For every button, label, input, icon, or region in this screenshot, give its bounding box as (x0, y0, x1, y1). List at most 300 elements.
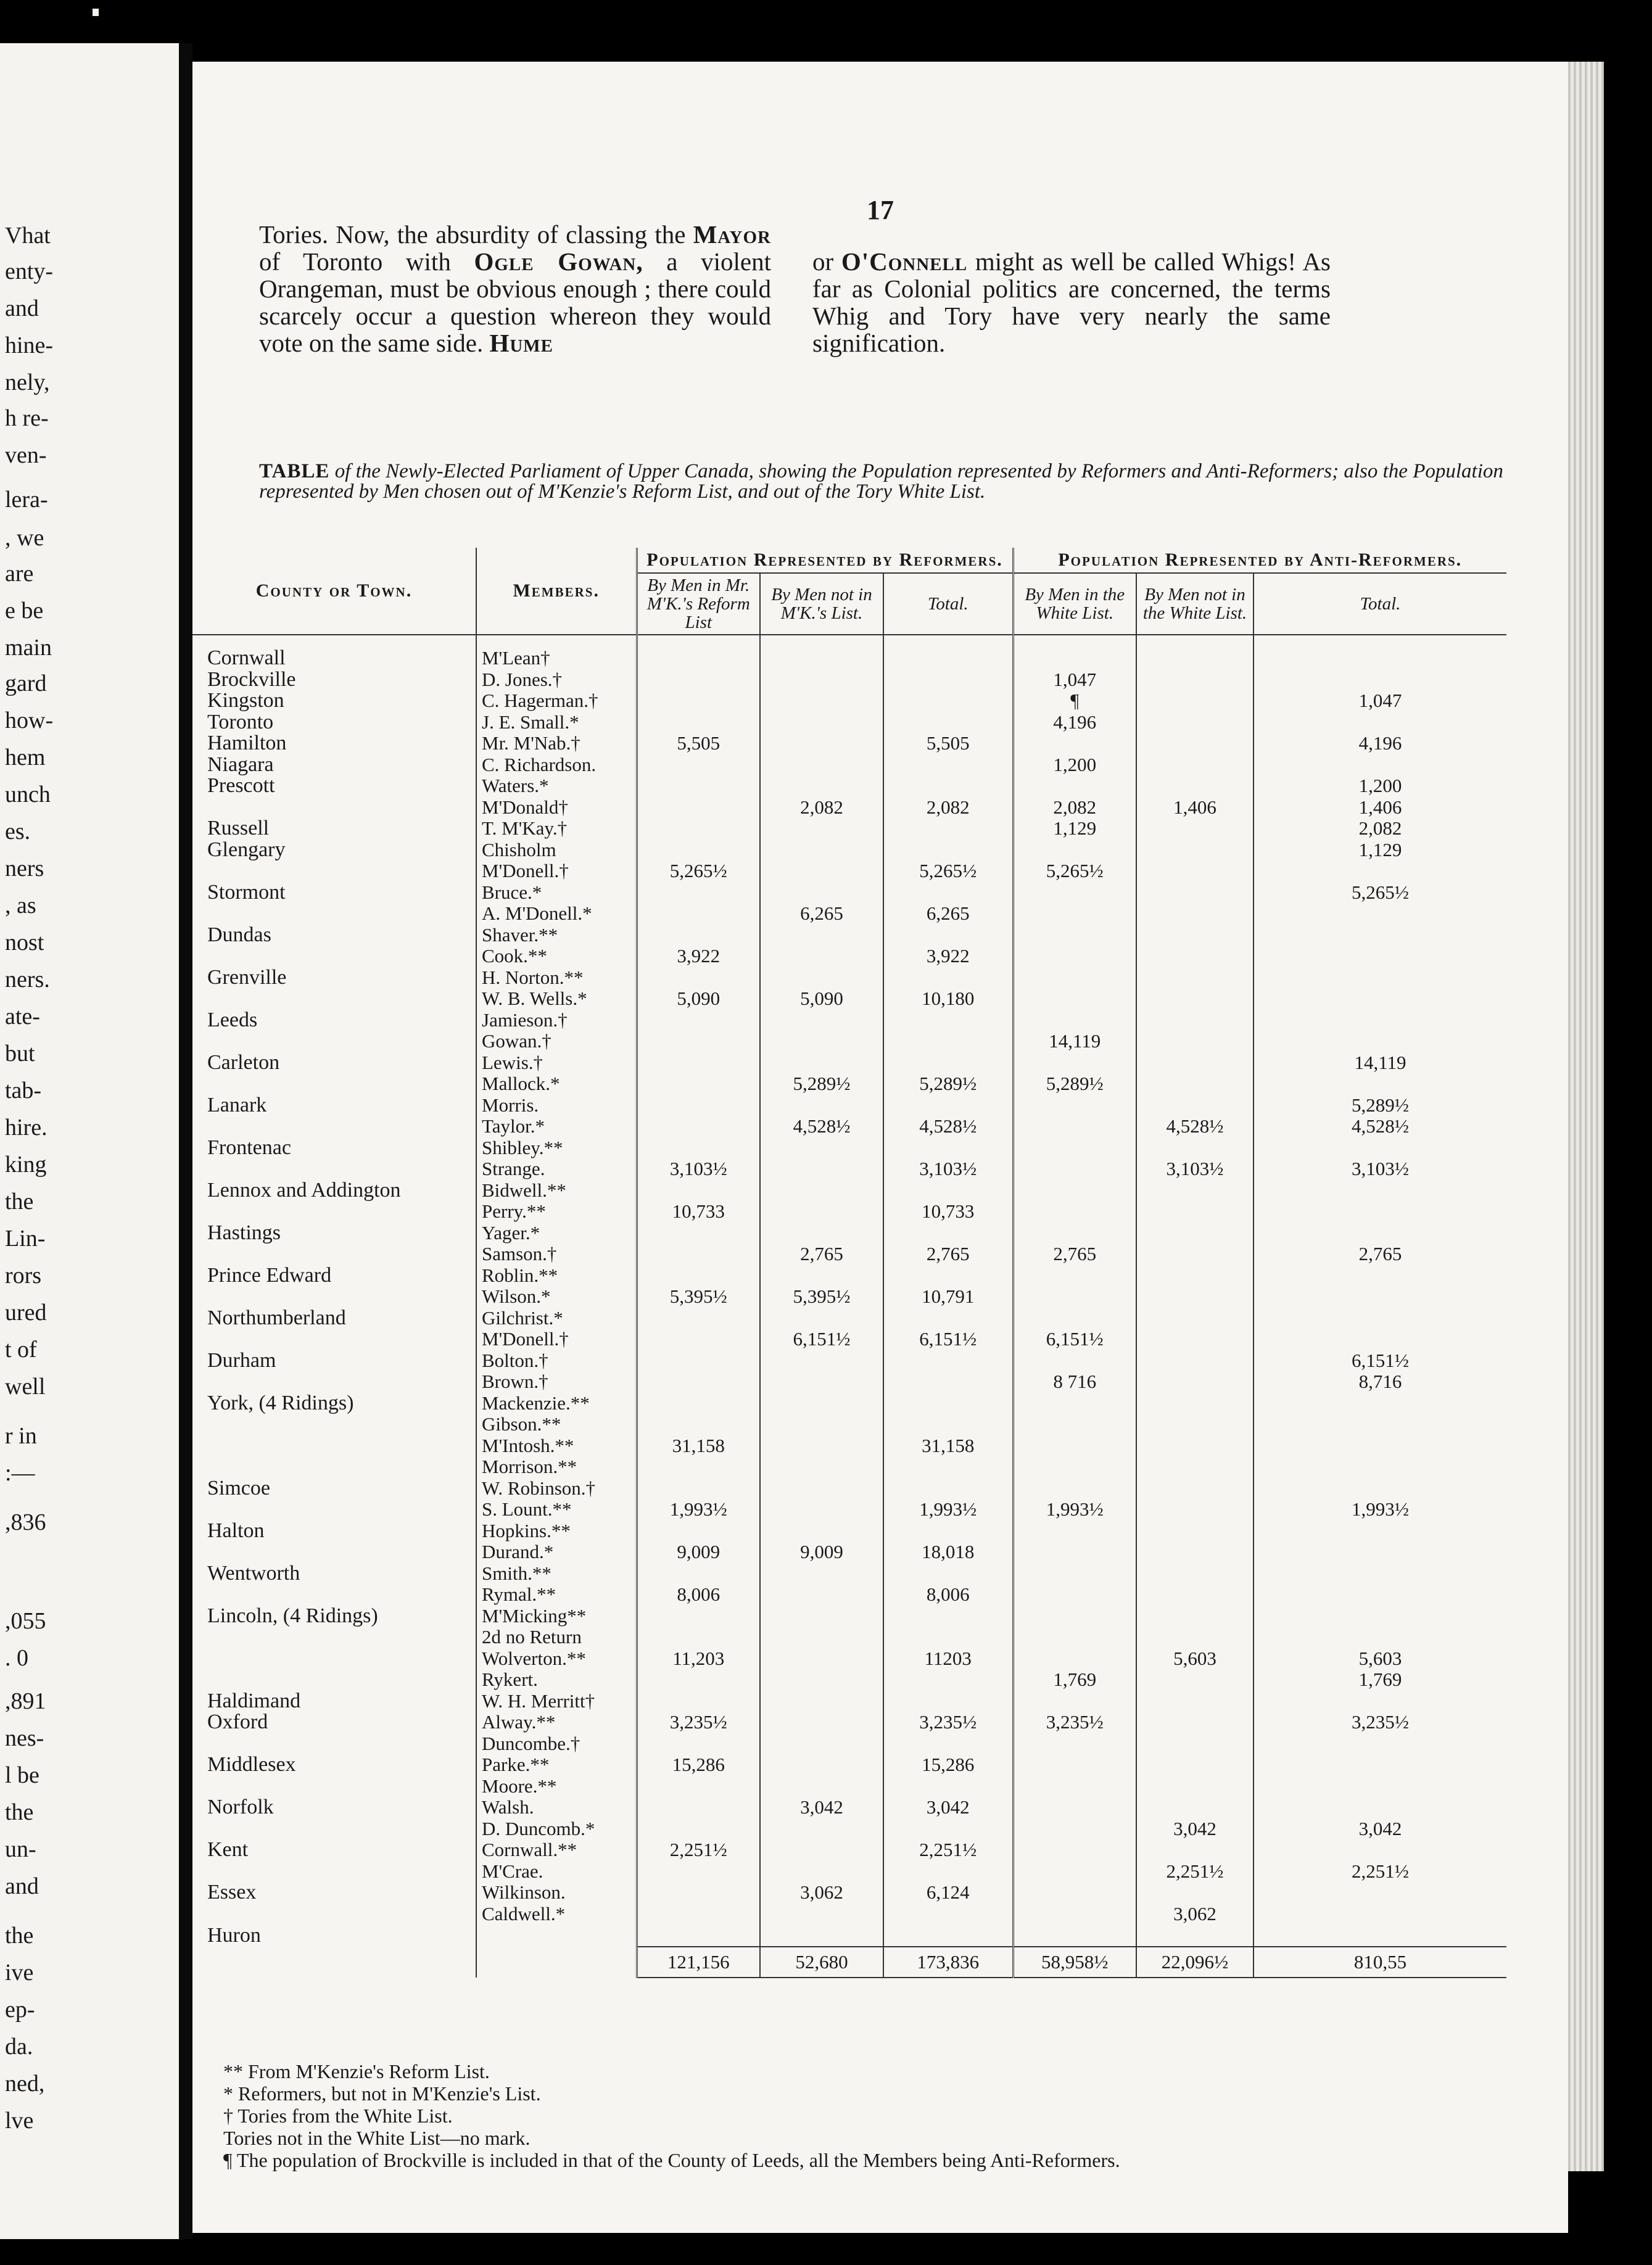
gowan-smallcaps: Ogle Gowan, (474, 247, 643, 276)
member-cell: M'Crae. (476, 1861, 637, 1883)
county-cell: Dundas (207, 923, 271, 946)
white-list-cell (1013, 1904, 1136, 1925)
reform-list-cell (637, 840, 760, 861)
table-row (192, 1882, 1506, 1904)
county-cell: Kent (207, 1838, 249, 1862)
reform-list-cell (637, 1244, 760, 1265)
facing-page-text: ned, (5, 2071, 45, 2097)
table-row (192, 1095, 1506, 1116)
county-cell: York, (4 Ridings) (207, 1391, 354, 1414)
reform-total-cell: 10,180 (883, 988, 1013, 1010)
table-row (192, 860, 1506, 882)
member-cell: Alway.** (476, 1712, 637, 1733)
not-reform-list-cell (760, 733, 883, 754)
not-white-list-cell (1136, 1541, 1253, 1563)
table-row (192, 1925, 1506, 1947)
reform-list-cell (637, 1308, 760, 1329)
not-reform-list-cell: 2,082 (760, 797, 883, 819)
reform-total-cell (883, 1478, 1013, 1500)
not-white-list-cell (1136, 1329, 1253, 1350)
county-cell (192, 1456, 476, 1478)
not-white-list-cell (1136, 1435, 1253, 1457)
reform-total-cell (883, 925, 1013, 946)
reform-total-cell (883, 754, 1013, 776)
facing-page-text: king (5, 1152, 47, 1178)
not-reform-list-cell (760, 882, 883, 904)
not-white-list-cell (1136, 1456, 1253, 1478)
not-reform-list-cell (760, 1201, 883, 1223)
table-row (192, 946, 1506, 967)
not-white-list-cell (1136, 669, 1253, 691)
table-row (192, 1052, 1506, 1074)
anti-total-cell: 4,196 (1253, 733, 1506, 754)
not-reform-list-cell (760, 925, 883, 946)
county-cell: Prince Edward (207, 1263, 332, 1287)
white-list-cell (1013, 1839, 1136, 1861)
header-reform-list: By Men in Mr. M'K.'s Reform List (637, 573, 760, 635)
anti-total-cell (1253, 1137, 1506, 1159)
anti-total-cell: 1,129 (1253, 840, 1506, 861)
not-reform-list-cell: 6,265 (760, 903, 883, 925)
county-cell: Cornwall (207, 646, 286, 670)
facing-page-text: well (5, 1374, 46, 1400)
reform-total-cell (883, 648, 1013, 669)
anti-total-cell (1253, 648, 1506, 669)
table-row (192, 988, 1506, 1010)
facing-page-text: Vhat (5, 223, 51, 249)
white-list-cell (1013, 1456, 1136, 1478)
white-list-cell: 6,151½ (1013, 1329, 1136, 1350)
member-cell: Wilkinson. (476, 1882, 637, 1904)
member-cell: M'Lean† (476, 648, 637, 669)
caption-lead: TABLE (259, 460, 330, 482)
anti-total-cell (1253, 1223, 1506, 1244)
not-white-list-cell (1136, 754, 1253, 776)
table-row (192, 1754, 1506, 1776)
member-cell: C. Richardson. (476, 754, 637, 776)
reform-list-cell (637, 1627, 760, 1648)
header-anti-total: Total. (1253, 573, 1506, 635)
county-cell (192, 1031, 476, 1052)
not-white-list-cell (1136, 1414, 1253, 1435)
reform-list-cell: 9,009 (637, 1541, 760, 1563)
reform-list-cell: 5,090 (637, 988, 760, 1010)
page-edges (1568, 62, 1604, 2171)
member-cell: Hopkins.** (476, 1520, 637, 1542)
anti-total-cell: 5,289½ (1253, 1095, 1506, 1116)
white-list-cell (1013, 1010, 1136, 1031)
reform-list-cell: 10,733 (637, 1201, 760, 1223)
member-cell: Samson.† (476, 1244, 637, 1265)
table-row (192, 1137, 1506, 1159)
member-cell: Caldwell.* (476, 1904, 637, 1925)
not-reform-list-cell (760, 840, 883, 861)
not-white-list-cell (1136, 1627, 1253, 1648)
mayor-smallcaps: Mayor (693, 220, 771, 249)
facing-page-text: . 0 (5, 1645, 28, 1671)
member-cell: Mr. M'Nab.† (476, 733, 637, 754)
county-cell (192, 1116, 476, 1137)
white-list-cell: 4,196 (1013, 712, 1136, 733)
anti-total-cell (1253, 1839, 1506, 1861)
reform-list-cell (637, 712, 760, 733)
county-cell: Stormont (207, 880, 286, 904)
reform-total-cell: 6,124 (883, 1882, 1013, 1904)
not-reform-list-cell (760, 1606, 883, 1627)
facing-page-text: Lin- (5, 1226, 46, 1252)
county-cell (192, 1648, 476, 1670)
reform-total-cell (883, 712, 1013, 733)
white-list-cell (1013, 840, 1136, 861)
table-row (192, 903, 1506, 925)
reform-total-cell (883, 775, 1013, 797)
county-cell: Russell (207, 817, 270, 840)
reform-total-cell: 3,922 (883, 946, 1013, 967)
member-cell: Yager.* (476, 1223, 637, 1244)
reform-total-cell (883, 1095, 1013, 1116)
facing-page-text: e be (5, 598, 44, 624)
white-list-cell (1013, 1797, 1136, 1818)
reform-total-cell: 5,265½ (883, 860, 1013, 882)
reform-total-cell (883, 1371, 1013, 1393)
anti-total-cell: 2,765 (1253, 1244, 1506, 1265)
reform-list-cell (637, 1691, 760, 1712)
footnotes (223, 2060, 1519, 2171)
anti-total-cell (1253, 1329, 1506, 1350)
white-list-cell (1013, 1861, 1136, 1883)
anti-total-cell (1253, 1584, 1506, 1606)
oconnell-smallcaps: O'Connell (841, 247, 968, 276)
header-reformers: Population Represented by Reformers. (637, 548, 1013, 573)
reform-list-cell: 3,235½ (637, 1712, 760, 1733)
not-white-list-cell (1136, 1137, 1253, 1159)
white-list-cell: 3,235½ (1013, 1712, 1136, 1733)
facing-page-text: , as (5, 893, 36, 918)
county-cell: Norfolk (207, 1796, 274, 1819)
white-list-cell (1013, 903, 1136, 925)
not-white-list-cell (1136, 1052, 1253, 1074)
reform-list-cell (637, 1818, 760, 1840)
anti-total-cell: 5,603 (1253, 1648, 1506, 1670)
not-white-list-cell (1136, 775, 1253, 797)
white-list-cell: ¶ (1013, 690, 1136, 712)
header-not-reform-list: By Men not in M'K.'s List. (760, 573, 883, 635)
anti-total-cell (1253, 1606, 1506, 1627)
reform-list-cell: 11,203 (637, 1648, 760, 1670)
county-cell: Middlesex (207, 1753, 296, 1776)
not-white-list-cell (1136, 1223, 1253, 1244)
county-cell (192, 1371, 476, 1393)
not-reform-list-cell (760, 1818, 883, 1840)
not-white-list-cell (1136, 1350, 1253, 1372)
white-list-cell (1013, 1882, 1136, 1904)
not-white-list-cell (1136, 1839, 1253, 1861)
white-list-cell (1013, 1478, 1136, 1500)
table-row (192, 1393, 1506, 1414)
white-list-cell: 8 716 (1013, 1371, 1136, 1393)
corner-mark (93, 9, 99, 16)
not-reform-list-cell (760, 1563, 883, 1585)
reform-total-cell (883, 1010, 1013, 1031)
reform-list-cell (637, 1478, 760, 1500)
not-reform-list-cell: 5,395½ (760, 1286, 883, 1308)
not-white-list-cell (1136, 1010, 1253, 1031)
not-white-list-cell (1136, 840, 1253, 861)
county-cell (192, 1414, 476, 1435)
white-list-cell (1013, 1393, 1136, 1414)
anti-total-cell: 6,151½ (1253, 1350, 1506, 1372)
member-cell (476, 1925, 637, 1947)
facing-page-text: the (5, 1923, 34, 1949)
anti-total-cell (1253, 754, 1506, 776)
not-white-list-cell (1136, 1669, 1253, 1691)
not-white-list-cell (1136, 648, 1253, 669)
reform-total-cell (883, 967, 1013, 989)
table-row (192, 1308, 1506, 1329)
county-cell (192, 946, 476, 967)
facing-page-text: l be (5, 1762, 39, 1788)
text-column-right (812, 248, 1331, 357)
white-list-cell (1013, 946, 1136, 967)
white-list-cell (1013, 1520, 1136, 1542)
member-cell: Roblin.** (476, 1265, 637, 1287)
reform-list-cell: 5,265½ (637, 860, 760, 882)
county-cell (192, 1669, 476, 1691)
reform-list-cell (637, 690, 760, 712)
county-cell: Halton (207, 1519, 265, 1542)
table-row (192, 1180, 1506, 1202)
white-list-cell (1013, 1265, 1136, 1287)
facing-page-text: and (5, 1873, 39, 1899)
header-county: County or Town. (192, 548, 476, 635)
facing-page-text: but (5, 1041, 35, 1066)
member-cell: Smith.** (476, 1563, 637, 1585)
member-cell: Durand.* (476, 1541, 637, 1563)
table-row (192, 1244, 1506, 1265)
county-cell (192, 1158, 476, 1180)
not-reform-list-cell (760, 1776, 883, 1797)
table-row (192, 1691, 1506, 1712)
facing-page-text: lve (5, 2108, 34, 2134)
book-page (192, 62, 1568, 2233)
not-white-list-cell (1136, 1691, 1253, 1712)
table-row (192, 1861, 1506, 1883)
white-list-cell: 5,265½ (1013, 860, 1136, 882)
not-white-list-cell (1136, 818, 1253, 840)
population-table (192, 548, 1506, 1978)
not-white-list-cell (1136, 1308, 1253, 1329)
county-cell (192, 1329, 476, 1350)
text-run: or (812, 247, 841, 276)
reform-total-cell: 31,158 (883, 1435, 1013, 1457)
table-row (192, 669, 1506, 691)
reform-total-cell: 6,151½ (883, 1329, 1013, 1350)
county-cell: Hamilton (207, 732, 287, 755)
not-reform-list-cell (760, 1478, 883, 1500)
county-cell: Carleton (207, 1050, 280, 1074)
not-reform-list-cell (760, 1095, 883, 1116)
anti-total-cell (1253, 1733, 1506, 1755)
white-list-cell (1013, 1691, 1136, 1712)
reform-list-cell (637, 1223, 760, 1244)
reform-list-cell (637, 1180, 760, 1202)
not-reform-list-cell (760, 1393, 883, 1414)
reform-total-cell (883, 1520, 1013, 1542)
text-run: Tories. Now, the absurdity of classing the (259, 220, 693, 249)
reform-total-cell: 18,018 (883, 1541, 1013, 1563)
reform-total-cell: 10,733 (883, 1201, 1013, 1223)
text-run: of Toronto with (259, 247, 474, 276)
member-cell: Perry.** (476, 1201, 637, 1223)
county-cell (192, 1818, 476, 1840)
not-white-list-cell (1136, 1733, 1253, 1755)
facing-page-text: lera- (5, 487, 48, 513)
facing-page-fragment (0, 43, 179, 2239)
table-row (192, 1414, 1506, 1435)
table-row (192, 1563, 1506, 1585)
member-cell: Mackenzie.** (476, 1393, 637, 1414)
reform-total-cell: 4,528½ (883, 1116, 1013, 1137)
anti-total-cell: 1,200 (1253, 775, 1506, 797)
facing-page-text: t of (5, 1337, 37, 1363)
member-cell: Wilson.* (476, 1286, 637, 1308)
county-cell: Huron (207, 1923, 261, 1947)
county-cell: Simcoe (207, 1476, 270, 1500)
member-cell: Shaver.** (476, 925, 637, 946)
not-reform-list-cell (760, 1031, 883, 1052)
white-list-cell (1013, 1648, 1136, 1670)
not-reform-list-cell (760, 1839, 883, 1861)
not-white-list-cell (1136, 1606, 1253, 1627)
facing-page-text: ured (5, 1300, 47, 1326)
reform-total-cell (883, 1563, 1013, 1585)
anti-total-cell (1253, 1904, 1506, 1925)
not-reform-list-cell (760, 775, 883, 797)
county-cell (192, 1861, 476, 1883)
reform-list-cell (637, 1797, 760, 1818)
reform-total-cell (883, 1776, 1013, 1797)
anti-total-cell (1253, 860, 1506, 882)
anti-total-cell (1253, 1925, 1506, 1947)
member-cell: S. Lount.** (476, 1499, 637, 1520)
reform-list-cell (637, 797, 760, 819)
not-white-list-cell: 3,042 (1136, 1818, 1253, 1840)
anti-total-cell: 14,119 (1253, 1052, 1506, 1074)
white-list-cell: 1,200 (1013, 754, 1136, 776)
county-cell (192, 1244, 476, 1265)
anti-total-cell (1253, 669, 1506, 691)
facing-page-text: ep- (5, 1997, 35, 2023)
reform-list-cell (637, 1733, 760, 1755)
reform-list-cell (637, 775, 760, 797)
reform-total-cell: 5,289½ (883, 1073, 1013, 1095)
facing-page-text: and (5, 295, 39, 321)
reform-list-cell (637, 1563, 760, 1585)
facing-page-text: , we (5, 525, 44, 551)
table-row (192, 840, 1506, 861)
white-list-cell (1013, 1563, 1136, 1585)
reform-list-cell (637, 1456, 760, 1478)
reform-list-cell: 1,993½ (637, 1499, 760, 1520)
county-cell: Kingston (207, 689, 284, 712)
not-reform-list-cell (760, 1520, 883, 1542)
anti-total-cell (1253, 1180, 1506, 1202)
not-reform-list-cell (760, 712, 883, 733)
not-white-list-cell (1136, 1201, 1253, 1223)
not-reform-list-cell: 5,289½ (760, 1073, 883, 1095)
not-reform-list-cell (760, 1052, 883, 1074)
not-reform-list-cell: 3,062 (760, 1882, 883, 1904)
reform-total-cell (883, 1414, 1013, 1435)
member-cell: Gilchrist.* (476, 1308, 637, 1329)
anti-total-cell (1253, 1073, 1506, 1095)
totals-row (192, 1947, 1506, 1978)
reform-total-cell (883, 1733, 1013, 1755)
anti-total-cell (1253, 1478, 1506, 1500)
not-reform-list-cell (760, 1265, 883, 1287)
facing-page-text: un- (5, 1836, 36, 1862)
white-list-cell (1013, 1435, 1136, 1457)
anti-total-cell: 3,235½ (1253, 1712, 1506, 1733)
white-list-cell (1013, 1180, 1136, 1202)
county-cell: Toronto (207, 710, 274, 733)
table-caption (259, 461, 1516, 502)
reform-list-cell (637, 1265, 760, 1287)
county-cell: Lincoln, (4 Ridings) (207, 1604, 378, 1627)
reform-list-cell (637, 1137, 760, 1159)
not-reform-list-cell (760, 860, 883, 882)
county-cell: Hastings (207, 1221, 281, 1244)
reform-list-cell (637, 648, 760, 669)
facing-page-text: :— (5, 1460, 35, 1486)
anti-total-cell (1253, 925, 1506, 946)
anti-total-cell (1253, 988, 1506, 1010)
facing-page-text: how- (5, 708, 54, 733)
reform-list-cell (637, 1329, 760, 1350)
reform-list-cell (637, 1414, 760, 1435)
table-row (192, 1371, 1506, 1393)
county-cell: Oxford (207, 1710, 268, 1734)
not-reform-list-cell (760, 1754, 883, 1776)
not-reform-list-cell (760, 648, 883, 669)
county-cell: Northumberland (207, 1306, 346, 1329)
member-cell: Jamieson.† (476, 1010, 637, 1031)
reform-total-cell: 10,791 (883, 1286, 1013, 1308)
table-row (192, 967, 1506, 989)
county-cell (192, 1541, 476, 1563)
county-cell (192, 1776, 476, 1797)
facing-page-text: hire. (5, 1115, 47, 1141)
not-reform-list-cell: 2,765 (760, 1244, 883, 1265)
anti-total-cell (1253, 1201, 1506, 1223)
not-white-list-cell: 4,528½ (1136, 1116, 1253, 1137)
not-reform-list-cell (760, 946, 883, 967)
member-cell: M'Intosh.** (476, 1435, 637, 1457)
member-cell: Shibley.** (476, 1137, 637, 1159)
member-cell: C. Hagerman.† (476, 690, 637, 712)
white-list-cell (1013, 988, 1136, 1010)
not-reform-list-cell (760, 1435, 883, 1457)
white-list-cell (1013, 1223, 1136, 1244)
member-cell: Bruce.* (476, 882, 637, 904)
table-row (192, 1350, 1506, 1372)
text-column-left (259, 221, 771, 357)
anti-total-cell (1253, 1435, 1506, 1457)
member-cell: Wolverton.** (476, 1648, 637, 1670)
reform-total-cell (883, 818, 1013, 840)
anti-total-cell (1253, 1563, 1506, 1585)
white-list-cell (1013, 925, 1136, 946)
